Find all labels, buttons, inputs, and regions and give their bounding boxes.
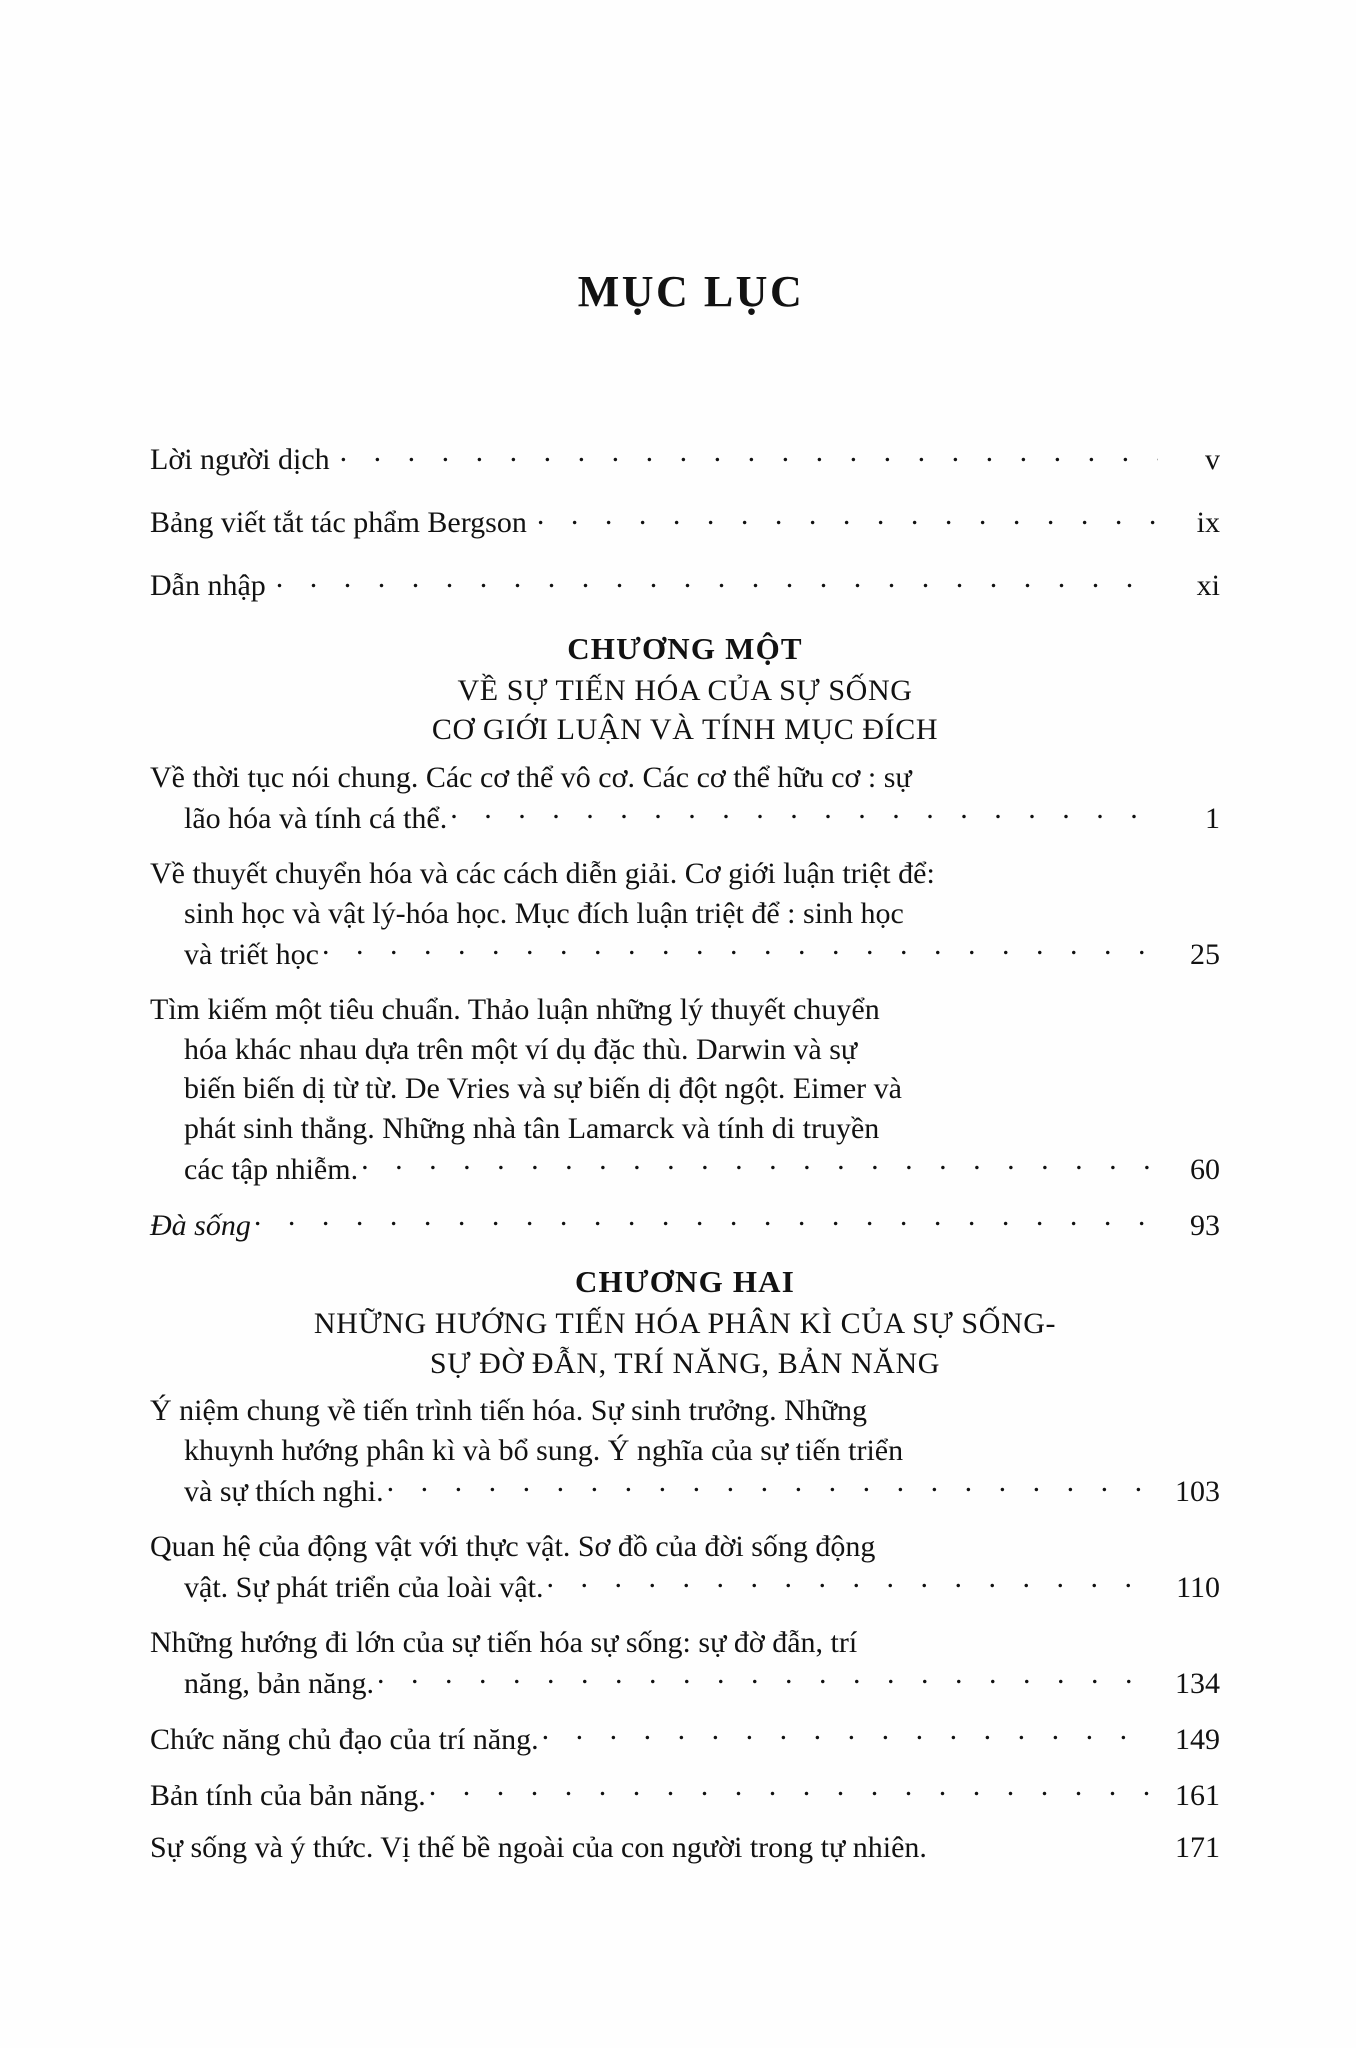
entry-text-line: hóa khác nhau dựa trên một ví dụ đặc thù. Darwin và sự: [184, 1032, 858, 1066]
dot-leader: [377, 1663, 1155, 1693]
entry-last-line: [150, 1205, 1220, 1243]
dot-leader: [276, 565, 1158, 595]
toc-row[interactable]: [150, 439, 1220, 475]
entry-text-line: các tập nhiễm.: [184, 1153, 359, 1187]
chapter-title-line: VỀ SỰ TIẾN HÓA CỦA SỰ SỐNG: [457, 673, 913, 707]
dot-leader: [340, 439, 1158, 469]
entry-text-line: và triết học: [184, 937, 319, 971]
dot-leader: [542, 1719, 1155, 1749]
entry-text-line: vật. Sự phát triển của loài vật.: [184, 1570, 544, 1604]
entry-text-line: Về thời tục nói chung. Các cơ thể vô cơ. Các cơ thể hữu cơ : sự: [150, 760, 912, 794]
chapter-number: CHƯƠNG HAI: [574, 1264, 796, 1300]
entry-last-line: [150, 1567, 1220, 1605]
toc-entry-page: 149: [1175, 1722, 1220, 1756]
entry-last-line: [150, 1471, 1220, 1509]
toc-entry[interactable]: [150, 1719, 1220, 1757]
toc-entry[interactable]: [150, 1775, 1220, 1813]
dot-leader: [387, 1471, 1155, 1501]
toc-entry-page: 161: [1175, 1778, 1220, 1812]
entry-text-line: Những hướng đi lớn của sự tiến hóa sự sống: sự đờ đẫn, trí: [150, 1625, 858, 1659]
toc-entry[interactable]: [150, 1391, 1220, 1509]
entry-text-line: Bản tính của bản năng.: [150, 1778, 426, 1812]
toc-entry[interactable]: [150, 1831, 1220, 1865]
entry-text-line: Ý niệm chung về tiến trình tiến hóa. Sự sinh trưởng. Những: [150, 1394, 868, 1428]
toc-entry-page: 60: [1190, 1153, 1220, 1187]
dot-leader: [361, 1149, 1155, 1179]
entry-text-line: Chức năng chủ đạo của trí năng.: [150, 1722, 539, 1756]
entry-text-line: phát sinh thẳng. Những nhà tân Lamarck và tính di truyền: [184, 1112, 880, 1146]
front-matter-list: [150, 439, 1220, 601]
chapter-title-line: NHỮNG HƯỚNG TIẾN HÓA PHÂN KÌ CỦA SỰ SỐNG-: [313, 1306, 1057, 1340]
toc-entry-page: 25: [1190, 937, 1220, 971]
toc-entry-label: Dẫn nhập: [150, 569, 266, 602]
entry-text-line: Đà sống: [150, 1209, 251, 1243]
toc-entry-page: 110: [1176, 1570, 1220, 1604]
entry-text-line: lão hóa và tính cá thể.: [184, 801, 448, 835]
entry-text-line: Sự sống và ý thức. Vị thế bề ngoài của con người trong tự nhiên.: [150, 1830, 927, 1864]
entry-last-line: [150, 1149, 1220, 1187]
dot-leader: [429, 1775, 1155, 1805]
toc-entry-page: xi: [1196, 569, 1220, 602]
dot-leader: [547, 1567, 1156, 1597]
entry-last-line: [150, 1719, 1220, 1757]
entry-text-line: Tìm kiếm một tiêu chuẩn. Thảo luận những lý thuyết chuyển: [150, 992, 880, 1026]
toc-entry-label: Bảng viết tắt tác phẩm Bergson: [150, 506, 527, 539]
entry-text-line: năng, bản năng.: [184, 1666, 374, 1700]
toc-entry[interactable]: [150, 1527, 1220, 1605]
toc-entry-page: 93: [1190, 1209, 1220, 1243]
toc-entry[interactable]: [150, 1205, 1220, 1243]
toc-entry-page: 134: [1175, 1666, 1220, 1700]
page-title: MỤC LỤC: [577, 267, 805, 316]
entry-text-line: Về thuyết chuyển hóa và các cách diễn giải. Cơ giới luận triệt để:: [150, 856, 935, 890]
entry-text-line: và sự thích nghi.: [184, 1474, 384, 1508]
entry-last-line: [150, 1775, 1220, 1813]
entry-last-line: [150, 934, 1220, 972]
dot-leader: [322, 934, 1155, 964]
toc-entry-page: 103: [1175, 1474, 1220, 1508]
dot-leader: [450, 798, 1155, 828]
toc-entry[interactable]: [150, 990, 1220, 1188]
toc-entry-page: v: [1205, 443, 1220, 476]
toc-row[interactable]: [150, 502, 1220, 538]
entry-text-line: sinh học và vật lý-hóa học. Mục đích luận triệt để : sinh học: [184, 896, 904, 930]
toc-entry-page: 1: [1205, 801, 1220, 835]
dot-leader: [537, 502, 1158, 532]
toc-entry[interactable]: [150, 854, 1220, 972]
entry-last-line: [150, 1831, 1220, 1865]
entry-text-line: khuynh hướng phân kì và bổ sung. Ý nghĩa của sự tiến triển: [184, 1434, 904, 1468]
chapter-number: CHƯƠNG MỘT: [567, 631, 803, 666]
toc-entry[interactable]: [150, 758, 1220, 836]
toc-entry[interactable]: [150, 1623, 1220, 1701]
chapter-title-line: CƠ GIỚI LUẬN VÀ TÍNH MỤC ĐÍCH: [431, 713, 939, 747]
toc-row[interactable]: [150, 565, 1220, 601]
entry-text-line: biến biến dị từ từ. De Vries và sự biến dị đột ngột. Eimer và: [184, 1072, 902, 1106]
toc-entry-page: ix: [1196, 506, 1220, 539]
dot-leader: [254, 1205, 1155, 1235]
toc-entry-label: Lời người dịch: [150, 443, 330, 476]
entry-last-line: [150, 1663, 1220, 1701]
toc-content: [150, 0, 1220, 1869]
chapter-title-line: SỰ ĐỜ ĐẪN, TRÍ NĂNG, BẢN NĂNG: [429, 1346, 941, 1380]
chapter-heading-one: [150, 628, 1220, 750]
entry-text-line: Quan hệ của động vật với thực vật. Sơ đồ của đời sống động: [150, 1529, 876, 1563]
chapter-heading-two: [150, 1261, 1220, 1383]
toc-entry-page: 171: [1175, 1830, 1220, 1864]
entry-last-line: [150, 798, 1220, 836]
